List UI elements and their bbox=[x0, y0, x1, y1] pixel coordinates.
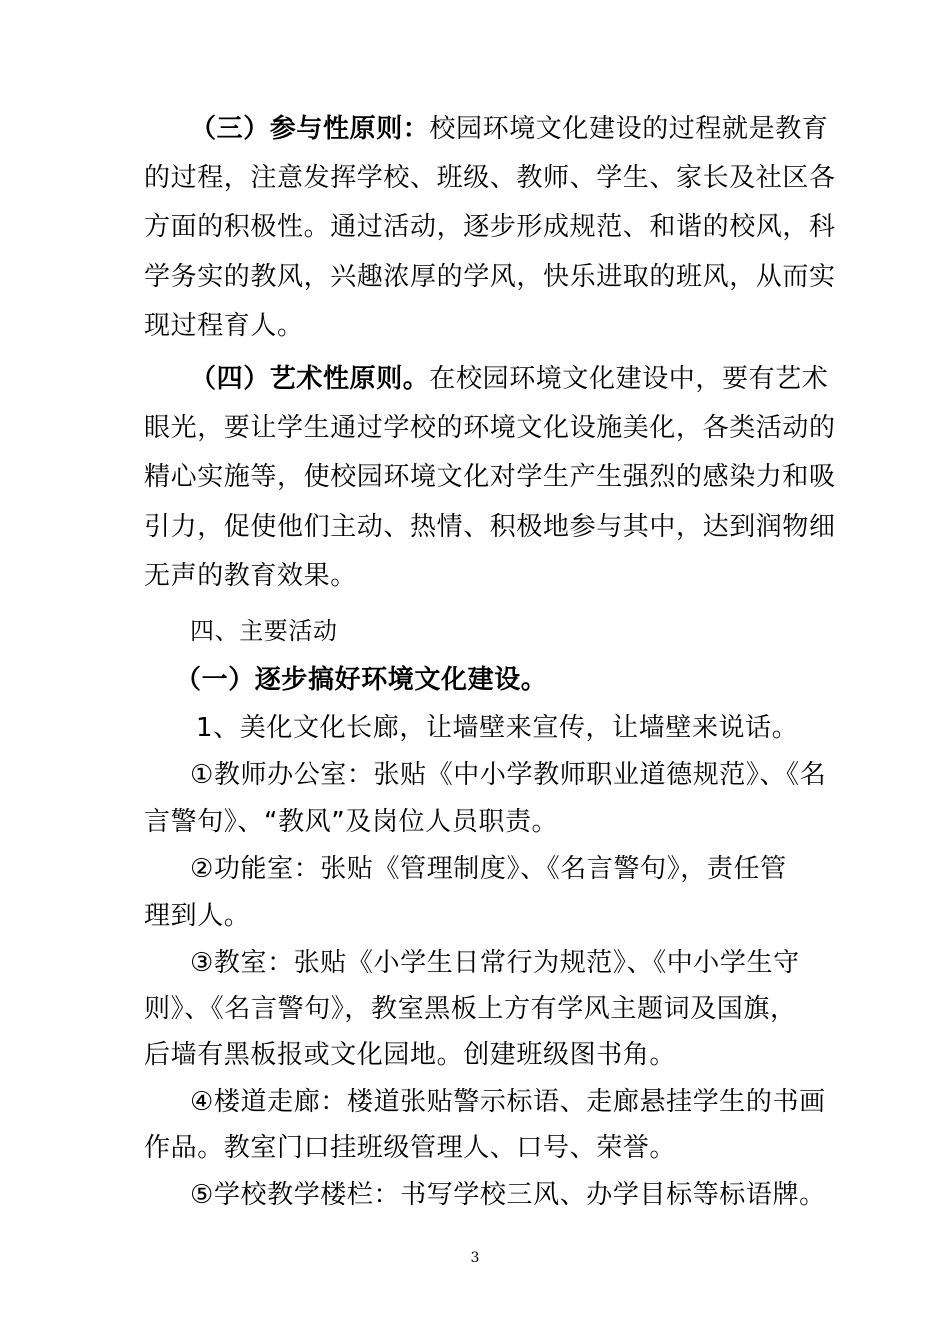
subsection-heading: （一）逐步搞好环境文化建设。 bbox=[175, 665, 548, 695]
participation-principle-label: （三）参与性原则： bbox=[190, 114, 430, 144]
paragraph-line: 的过程，注意发挥学校、班级、教师、学生、家长及社区各 bbox=[144, 163, 836, 193]
paragraph-line: 眼光，要让学生通过学校的环境文化设施美化，各类活动的 bbox=[144, 413, 836, 443]
list-item-line: ⑤学校教学楼栏：书写学校三风、办学目标等标语牌。 bbox=[190, 1180, 826, 1210]
list-item-line: 后墙有黑板报或文化园地。创建班级图书角。 bbox=[144, 1040, 677, 1070]
list-item-line: 则》、《名言警句》，教室黑板上方有学风主题词及国旗， bbox=[144, 994, 797, 1024]
section-heading: 四、主要活动 bbox=[190, 617, 338, 645]
paragraph-line: 精心实施等，使校园环境文化对学生产生强烈的感染力和吸 bbox=[144, 462, 836, 492]
list-item-line: 作品。教室门口挂班级管理人、口号、荣誉。 bbox=[144, 1133, 677, 1163]
item-heading: 1、美化文化长廊，让墙壁来宣传，让墙壁来说话。 bbox=[196, 713, 799, 743]
page-number: 3 bbox=[470, 1250, 480, 1266]
paragraph-participation-line1 bbox=[190, 112, 870, 146]
paragraph-art-line1 bbox=[190, 362, 870, 396]
list-item-line: 理到人。 bbox=[144, 901, 251, 931]
paragraph-line: 学务实的教风，兴趣浓厚的学风，快乐进取的班风，从而实 bbox=[144, 262, 836, 292]
list-item-line: ①教师办公室：张贴《中小学教师职业道德规范》、《名 bbox=[190, 760, 827, 790]
list-item-line: ③教室：张贴《小学生日常行为规范》、《中小学生守 bbox=[190, 948, 800, 978]
art-principle-text: 在校园环境文化建设中，要有艺术 bbox=[429, 364, 829, 394]
paragraph-line: 方面的积极性。通过活动，逐步形成规范、和谐的校风，科 bbox=[144, 212, 836, 242]
participation-principle-text: 校园环境文化建设的过程就是教育 bbox=[429, 114, 829, 144]
paragraph-line: 现过程育人。 bbox=[144, 311, 304, 341]
list-item-line: ④楼道走廊：楼道张贴警示标语、走廊悬挂学生的书画 bbox=[190, 1087, 826, 1117]
list-item-line: ②功能室：张贴《管理制度》、《名言警句》，责任管 bbox=[190, 854, 787, 884]
paragraph-line: 引力，促使他们主动、热情、积极地参与其中，达到润物细 bbox=[144, 512, 836, 542]
paragraph-line: 无声的教育效果。 bbox=[144, 561, 357, 591]
list-item-line: 言警句》、“教风”及岗位人员职责。 bbox=[144, 807, 559, 837]
art-principle-label: （四）艺术性原则。 bbox=[190, 364, 430, 394]
